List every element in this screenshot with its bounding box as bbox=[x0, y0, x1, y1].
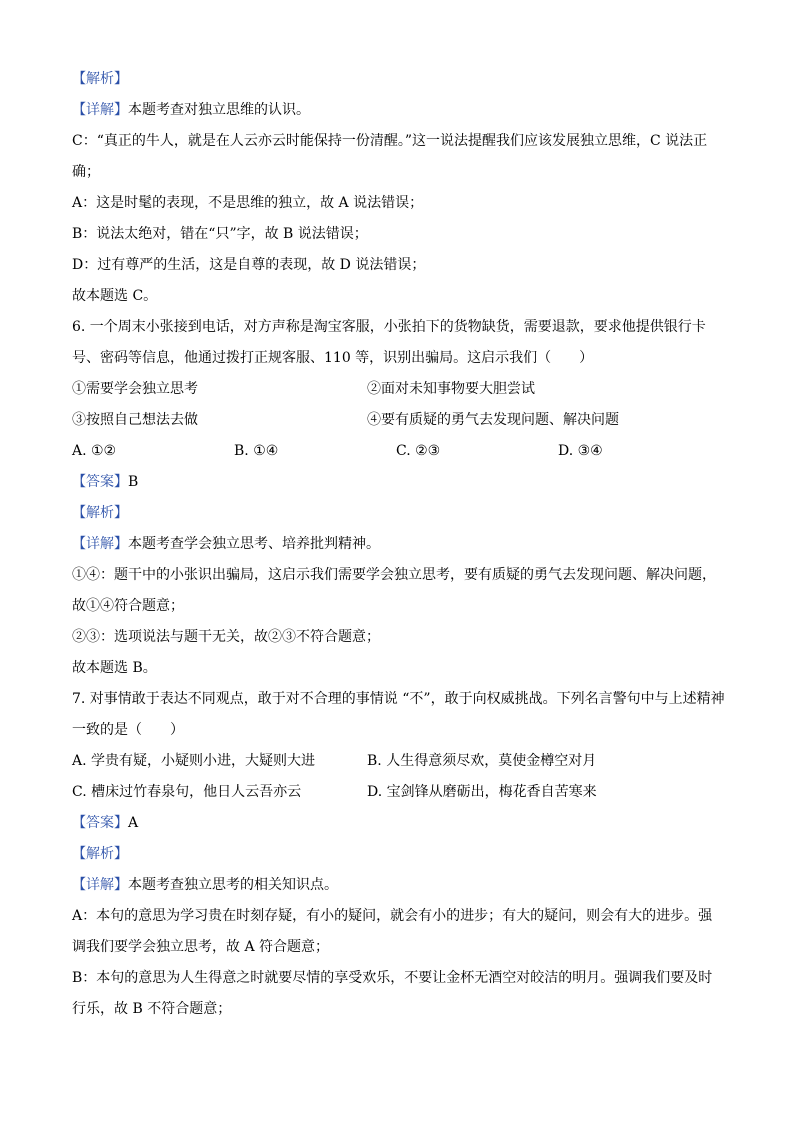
conclusion-line: 故本题选 B。 bbox=[72, 660, 157, 676]
statement-1: ①需要学会独立思考 bbox=[72, 381, 198, 397]
analysis-tag: 【解析】 bbox=[72, 505, 128, 521]
choice-c: C. 槽床过竹春泉句，他日人云吾亦云 bbox=[72, 784, 302, 800]
detail-line bbox=[72, 870, 732, 901]
answer-tag: 【答案】 bbox=[72, 474, 128, 490]
statement-2: ②面对未知事物要大胆尝试 bbox=[367, 381, 535, 397]
detail-tag: 【详解】 bbox=[72, 536, 128, 552]
question-7-stem-line1: 7. 对事情敢于表达不同观点，敢于对不合理的事情说 “不”，敢于向权威挑战。下列名言警句中与上述精神 bbox=[72, 691, 725, 707]
document-page bbox=[72, 64, 732, 1025]
choice-a: A. ①② bbox=[72, 443, 117, 459]
explanation-b-line: B：说法太绝对，错在“只”字，故 B 说法错误； bbox=[72, 226, 368, 242]
question-7-explanation-b-line1: B：本句的意思为人生得意之时就要尽情的享受欢乐，不要让金杯无酒空对皎洁的明月。强调我们要及时 bbox=[72, 970, 713, 986]
question-6-explanation-line2: 故①④符合题意； bbox=[72, 598, 184, 614]
analysis-tag: 【解析】 bbox=[72, 71, 128, 87]
question-7-explanation-a-line1: A：本句的意思为学习贵在时刻存疑，有小的疑问，就会有小的进步；有大的疑问，则会有大的进步。强 bbox=[72, 908, 713, 924]
explanation-a-line: A：这是时髦的表现，不是思维的独立，故 A 说法错误； bbox=[72, 195, 424, 211]
question-6-choices bbox=[72, 436, 732, 467]
answer-value: A bbox=[128, 815, 139, 831]
answer-line bbox=[72, 467, 732, 498]
choice-a: A. 学贵有疑，小疑则小进，大疑则大进 bbox=[72, 753, 316, 769]
analysis-heading bbox=[72, 64, 732, 95]
choice-d: D. ③④ bbox=[558, 443, 603, 459]
question-6-explanation-line1: ①④：题干中的小张识出骗局，这启示我们需要学会独立思考，要有质疑的勇气去发现问题、解决问题， bbox=[72, 567, 716, 583]
analysis-heading bbox=[72, 839, 732, 870]
detail-line bbox=[72, 529, 732, 560]
analysis-tag: 【解析】 bbox=[72, 846, 128, 862]
detail-line bbox=[72, 95, 732, 126]
question-7-choices-row2 bbox=[72, 777, 732, 808]
answer-tag: 【答案】 bbox=[72, 815, 128, 831]
question-6-explanation-line3: ②③：选项说法与题干无关，故②③不符合题意； bbox=[72, 629, 380, 645]
question-7-explanation-b-line2: 行乐，故 B 不符合题意； bbox=[72, 1001, 232, 1017]
question-7-stem-line2: 一致的是（ ） bbox=[72, 722, 184, 738]
analysis-heading bbox=[72, 498, 732, 529]
choice-d: D. 宝剑锋从磨砺出，梅花香自苦寒来 bbox=[367, 784, 597, 800]
question-7-explanation-a-line2: 调我们要学会独立思考，故 A 符合题意； bbox=[72, 939, 330, 955]
detail-text: 本题考查对独立思维的认识。 bbox=[128, 102, 310, 118]
explanation-d-line: D：过有尊严的生活，这是自尊的表现，故 D 说法错误； bbox=[72, 257, 426, 273]
detail-tag: 【详解】 bbox=[72, 877, 128, 893]
statement-3: ③按照自己想法去做 bbox=[72, 412, 198, 428]
question-6-stem-line2: 号、密码等信息，他通过拨打正规客服、110 等，识别出骗局。这启示我们（ ） bbox=[72, 350, 594, 366]
choice-b: B. 人生得意须尽欢，莫使金樽空对月 bbox=[367, 753, 597, 769]
question-7-choices-row1 bbox=[72, 746, 732, 777]
conclusion-line: 故本题选 C。 bbox=[72, 288, 158, 304]
choice-b: B. ①④ bbox=[234, 443, 279, 459]
question-6-stem-line1: 6. 一个周末小张接到电话，对方声称是淘宝客服，小张拍下的货物缺货，需要退款，要求他提供银行卡 bbox=[72, 319, 706, 335]
question-6-statements-row1 bbox=[72, 374, 732, 405]
answer-line bbox=[72, 808, 732, 839]
explanation-c-line1: C：“真正的牛人，就是在人云亦云时能保持一份清醒。”这一说法提醒我们应该发展独立思维，C 说法正 bbox=[72, 133, 708, 149]
choice-c: C. ②③ bbox=[396, 443, 441, 459]
statement-4: ④要有质疑的勇气去发现问题、解决问题 bbox=[367, 412, 619, 428]
explanation-c-line2: 确； bbox=[72, 164, 100, 180]
question-6-statements-row2 bbox=[72, 405, 732, 436]
answer-value: B bbox=[128, 474, 139, 490]
detail-tag: 【详解】 bbox=[72, 102, 128, 118]
detail-text: 本题考查独立思考的相关知识点。 bbox=[128, 877, 338, 893]
detail-text: 本题考查学会独立思考、培养批判精神。 bbox=[128, 536, 380, 552]
